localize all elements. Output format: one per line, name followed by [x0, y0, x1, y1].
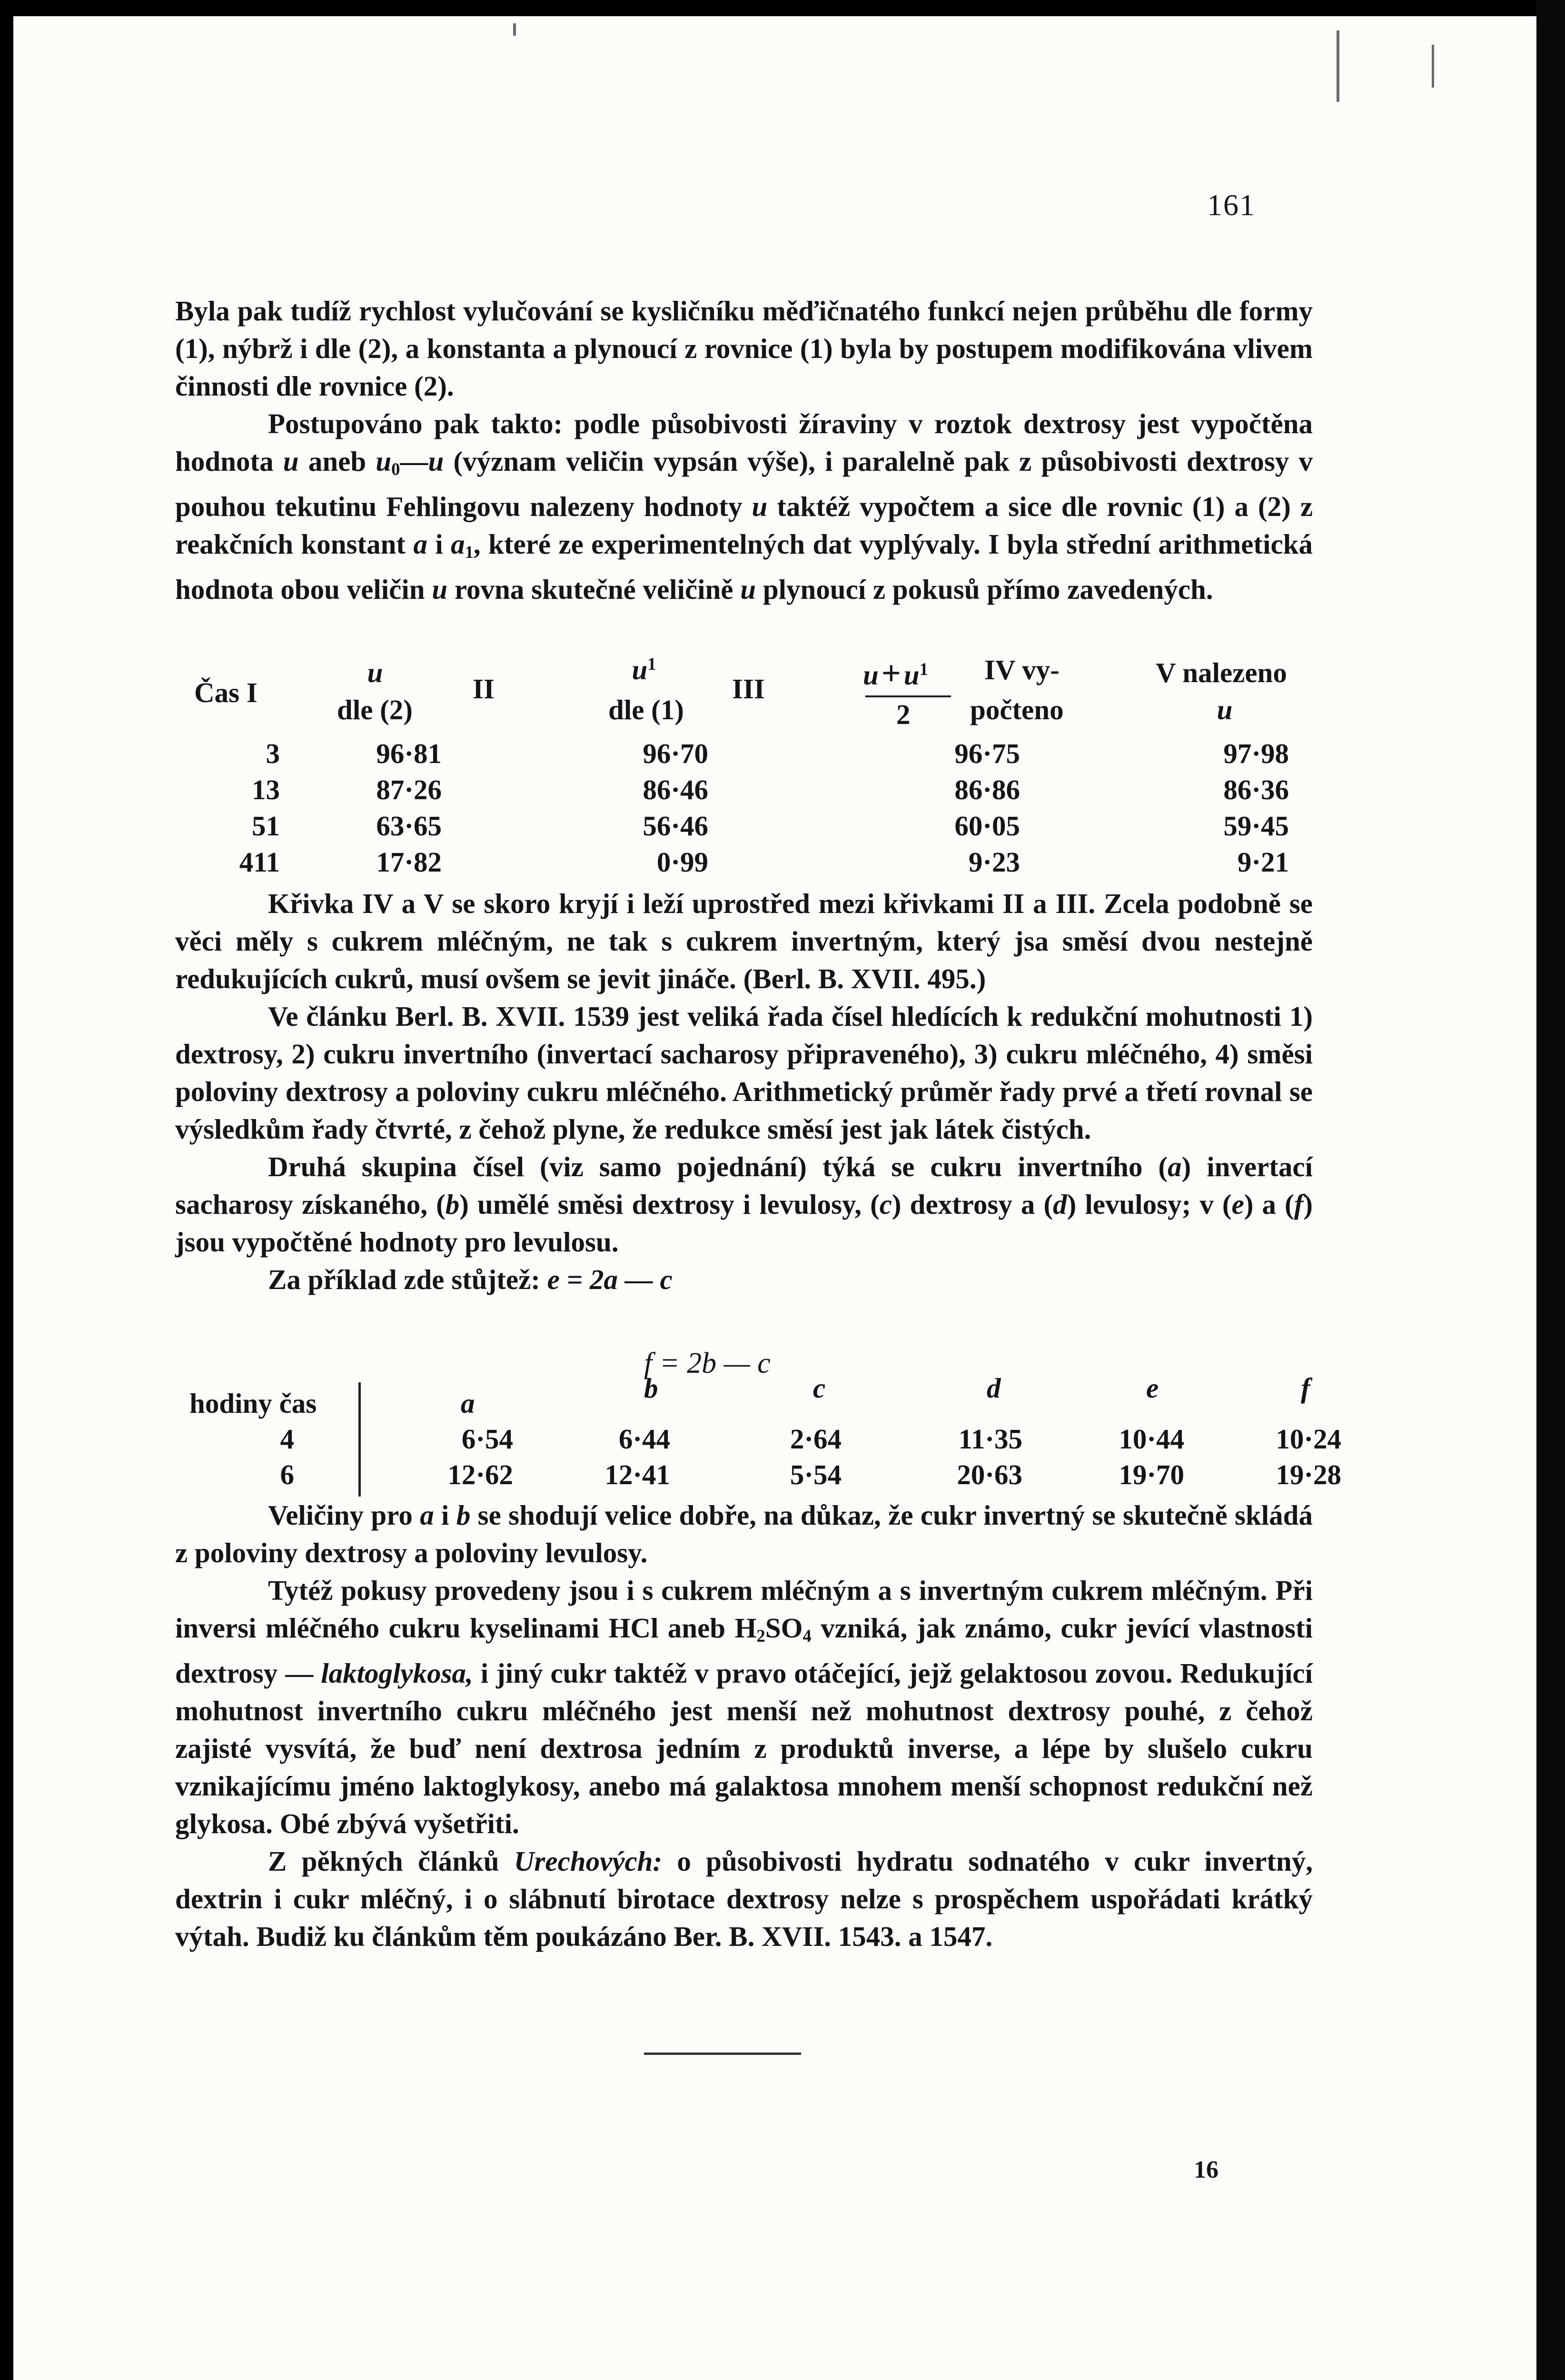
- header-v-u: u: [1217, 694, 1233, 725]
- cell-a: 12·62: [447, 1459, 513, 1490]
- header-iv-label: IV vy-: [984, 654, 1060, 685]
- closing-text: [175, 1497, 1313, 1955]
- cell-iii: 0·99: [656, 846, 708, 878]
- header-col-iii: III: [732, 673, 765, 704]
- paragraph-6: Za příklad zde stůjtež: e = 2a — c: [268, 1264, 673, 1295]
- header-f: f: [1301, 1372, 1310, 1404]
- cell-c: 5·54: [790, 1459, 842, 1490]
- cell-hours: 6: [280, 1459, 294, 1490]
- cell-iii: 96·70: [643, 738, 708, 769]
- signature-mark: 16: [1194, 2156, 1218, 2183]
- paragraph-3: Křivka IV a V se skoro kryjí i leží uprostřed mezi křivkami II a III. Zcela podobně se věci měly s cukrem mléčným, ne tak s cukrem invertným, který jsa směsí dvou nestejně redukujících cukrů, musí ovšem se jevit jináče. (Berl. B. XVII. 495.): [175, 888, 1313, 994]
- scanned-page: [13, 16, 1536, 2380]
- paragraph-2: Postupováno pak takto: podle působivosti žíraviny v roztok dextrosy jest vypočtěna hodnota u aneb $u_0—u$ (význam veličin vypsán výše), i paralelně pak z působivosti dextrosy v pouhou tekutinu Fehlingovu nalezeny hodnoty u taktéž vypočtem a sice dle rovnic (1) a (2) z reakčních konstant a i $a_1$, které ze experimentelných dat vyplývaly. I byla střední arithmetická hodnota obou veličin u rovna skutečné veličině u plynoucí z pokusů přímo zavedených.: [175, 408, 1313, 605]
- formula-e: e = 2a — c: [547, 1264, 673, 1295]
- header-col-ii: II: [473, 673, 495, 704]
- paragraph-4: Ve článku Berl. B. XVII. 1539 jest veliká řada čísel hledících k redukční mohutnosti 1) dextrosy, 2) cukru invertního (invertací sacharosy připraveného), 3) cukru mléčného, 4) směsi poloviny dextrosy a poloviny cukru mléčného. Arithmetický průměr řady prvé a třetí rovnal se výsledkům řady čtvrté, z čehož plyne, že redukce směsí jest jak látek čistých.: [175, 1001, 1313, 1145]
- header-d: d: [987, 1372, 1001, 1404]
- header-u-dle: dle (2): [337, 694, 413, 725]
- cell-v: 9·21: [1237, 846, 1289, 878]
- cell-f: 19·28: [1276, 1459, 1341, 1490]
- cell-c: 2·64: [790, 1423, 842, 1455]
- cell-time: 3: [266, 738, 280, 769]
- cell-ii: 87·26: [376, 774, 442, 805]
- cell-ii: 17·82: [376, 846, 442, 878]
- header-iv-label-2: počteno: [970, 694, 1064, 725]
- header-iv-fraction-bar: [865, 695, 951, 697]
- paragraph-1: Byla pak tudíž rychlost vylučování se kysličníku měďičnatého funkcí nejen průběhu dle formy (1), nýbrž i dle (2), a konstanta a plynoucí z rovnice (1) byla by postupem modifikována vlivem činnosti dle rovnice (2).: [175, 295, 1313, 402]
- cell-iii: 86·46: [643, 774, 708, 805]
- cell-e: 19·70: [1119, 1459, 1184, 1490]
- table-row: [194, 774, 1317, 810]
- cell-a: 6·54: [461, 1423, 513, 1455]
- cell-iv: 60·05: [954, 810, 1020, 842]
- header-u1: $u^1$: [632, 654, 656, 686]
- cell-iv: 86·86: [954, 774, 1020, 805]
- paragraph-8: Tytéž pokusy provedeny jsou i s cukrem mléčným a s invertným cukrem mléčným. Při inversi mléčného cukru kyselinami HCl aneb $H_2SO_4$ vzniká, jak známo, cukr jevící vlastnosti dextrosy — laktoglykosa, i jiný cukr taktéž v pravo otáčející, jejž gelaktosou zovou. Redukující mohutnost invertního cukru mléčného jest menší než mohutnost dextrosy pouhé, z čehož zajisté vysvítá, že buď není dextrosa jedním z produktů inverse, a lépe by slušelo cukru vznikajícímu jméno laktoglykosy, anebo má galaktosa mnohem menší schopnost redukční než glykosa. Obé zbývá vyšetřiti.: [175, 1575, 1313, 1840]
- cell-f: 10·24: [1276, 1423, 1341, 1455]
- header-e: e: [1146, 1372, 1159, 1404]
- cell-b: 12·41: [604, 1459, 670, 1490]
- header-iv-numerator: $u+ u^1$: [863, 654, 928, 692]
- cell-iii: 56·46: [643, 810, 708, 842]
- paragraph-7: Veličiny pro a i b se shodují velice dobře, na důkaz, že cukr invertný se skutečně skládá z poloviny dextrosy a poloviny levulosy.: [175, 1499, 1313, 1568]
- cell-v: 97·98: [1223, 738, 1289, 769]
- header-c: c: [813, 1372, 826, 1404]
- header-v-label: V nalezeno: [1156, 657, 1287, 688]
- header-u1-dle: dle (1): [608, 694, 684, 725]
- header-a: a: [461, 1388, 475, 1419]
- page-number: 161: [1207, 188, 1256, 222]
- header-iv-denominator: 2: [896, 699, 911, 730]
- cell-e: 10·44: [1119, 1423, 1184, 1455]
- cell-ii: 96·81: [376, 738, 442, 769]
- cell-v: 86·36: [1223, 774, 1289, 805]
- table-row: [194, 846, 1317, 882]
- paragraph-9: Z pěkných článků Urechových: o působivosti hydratu sodnatého v cukr invertný, dextrin i cukr mléčný, i o slábnutí birotace dextrosy nelze s prospěchem uspořádati krátký výtah. Budiž ku článkům těm poukázáno Ber. B. XVII. 1543. a 1547.: [175, 1845, 1313, 1953]
- scan-border: [1536, 0, 1565, 2380]
- cell-b: 6·44: [618, 1423, 670, 1455]
- table-row: [194, 737, 1317, 774]
- intro-text: [175, 292, 1313, 608]
- formula-f: f = 2b — c: [644, 1347, 771, 1379]
- header-hodiny-cas: hodiny čas: [189, 1388, 317, 1419]
- column-divider: [358, 1382, 361, 1497]
- cell-v: 59·45: [1223, 810, 1289, 842]
- cell-time: 13: [252, 774, 280, 805]
- cell-time: 51: [252, 810, 280, 842]
- middle-text: [175, 885, 1313, 1299]
- table-row: [194, 810, 1317, 846]
- header-b: b: [644, 1372, 658, 1404]
- paragraph-5: Druhá skupina čísel (viz samo pojednání) týká se cukru invertního (a) invertací sacharosy získaného, (b) umělé směsi dextrosy i levulosy, (c) dextrosy a (d) levulosy; v (e) a (f) jsou vypočtěné hodnoty pro levulosu.: [175, 1151, 1313, 1258]
- cell-time: 411: [239, 846, 280, 878]
- cell-iv: 96·75: [954, 738, 1020, 769]
- cell-d: 20·63: [957, 1459, 1022, 1490]
- cell-iv: 9·23: [968, 846, 1020, 878]
- header-cas: Čas I: [194, 677, 258, 708]
- cell-ii: 63·65: [376, 810, 442, 842]
- page-content: [13, 16, 1536, 2380]
- cell-hours: 4: [280, 1423, 294, 1455]
- section-divider: [644, 2053, 801, 2055]
- header-u: u: [367, 657, 383, 688]
- cell-d: 11·35: [958, 1423, 1022, 1455]
